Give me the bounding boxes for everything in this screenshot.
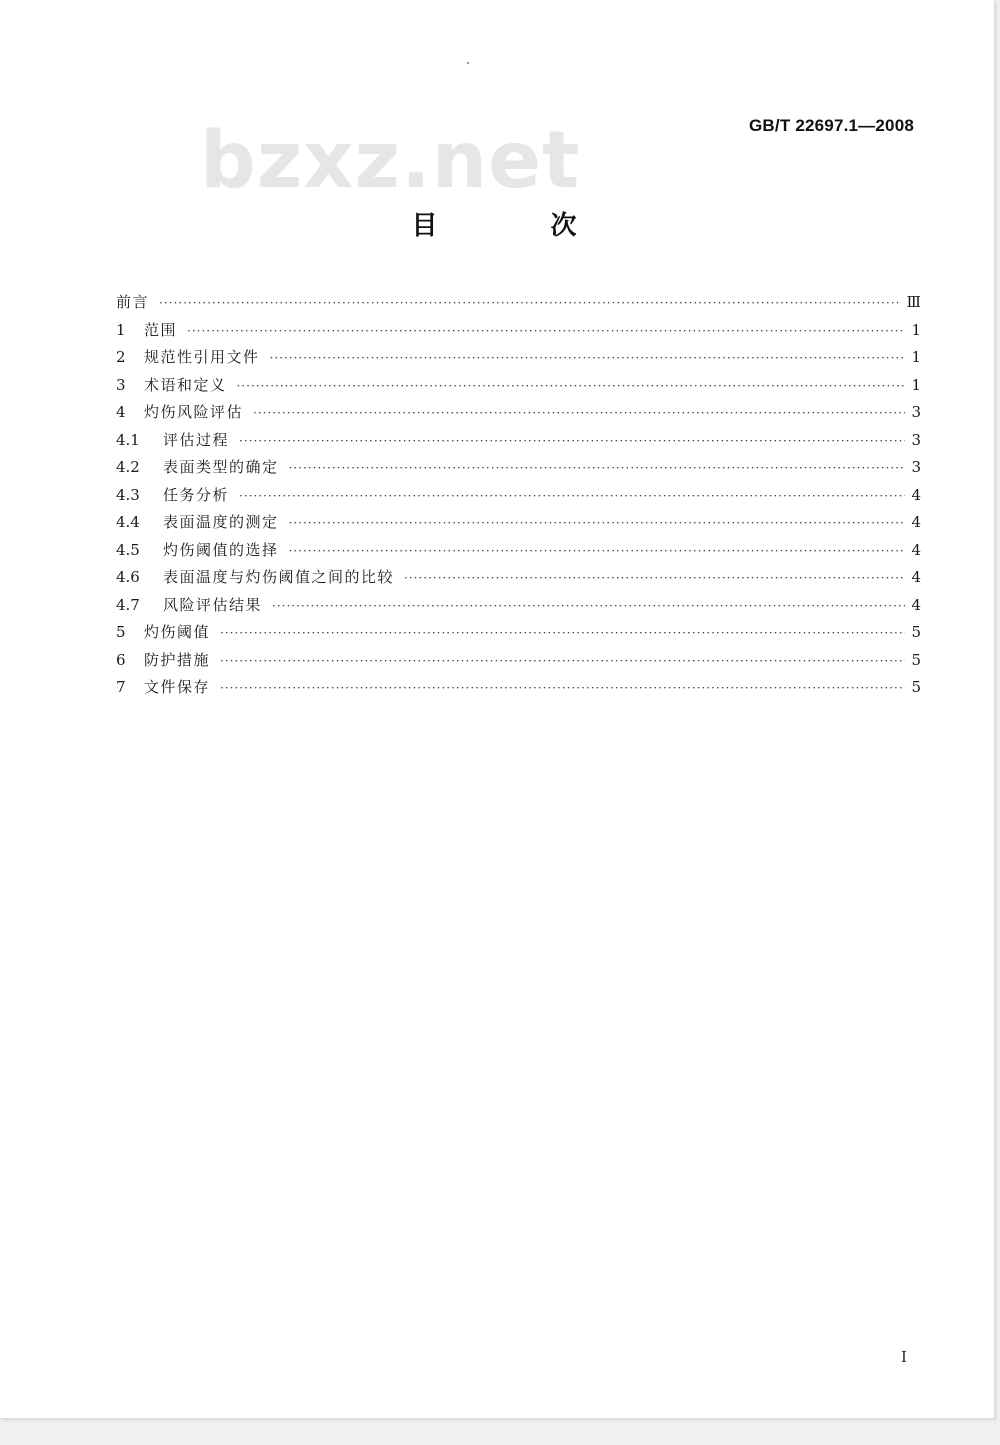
toc-entry[interactable] [116,539,921,567]
toc-entry-page: 1 [911,320,921,339]
toc-entry[interactable] [116,429,921,457]
toc-leader-dots [272,599,905,613]
toc-entry[interactable] [116,484,921,512]
toc-entry-title: 范围 [144,320,178,339]
scan-speck [467,62,469,64]
toc-entry-number: 7 [116,678,126,696]
toc-entry-number: 4 [116,403,126,421]
table-of-contents [116,291,921,704]
toc-leader-dots [220,626,905,640]
toc-entry-page: 3 [911,403,921,421]
toc-entry[interactable] [116,511,921,539]
toc-leader-dots [159,296,901,310]
toc-entry-title: 灼伤阈值 [144,623,211,641]
toc-entry-page: 1 [911,348,921,366]
toc-entry-number: 4.7 [116,595,140,614]
toc-entry[interactable] [116,319,921,347]
toc-entry[interactable] [116,401,921,429]
toc-entry-number: 3 [116,375,126,394]
toc-entry-title: 风险评估结果 [163,595,263,614]
toc-entry-page: 4 [911,513,921,531]
toc-entry[interactable] [116,291,921,319]
toc-leader-dots [253,406,905,420]
toc-entry-title: 术语和定义 [144,375,227,394]
toc-leader-dots [187,324,905,338]
toc-entry-number: 2 [116,348,126,366]
toc-leader-dots [289,516,906,530]
toc-entry-title: 表面温度与灼伤阈值之间的比较 [163,568,395,586]
toc-leader-dots [237,379,906,393]
toc-entry[interactable] [116,566,921,594]
page-number: I [901,1348,907,1366]
toc-entry-title: 表面类型的确定 [163,458,279,476]
toc-entry-title: 前言 [116,293,150,311]
toc-entry[interactable] [116,676,921,704]
toc-entry-page: 1 [911,375,921,394]
toc-leader-dots [270,351,906,365]
toc-entry-number: 4.4 [116,513,140,531]
toc-entry[interactable] [116,346,921,374]
toc-leader-dots [220,681,905,695]
toc-title: 目 次 [411,211,629,241]
toc-entry-page: 3 [911,430,921,449]
toc-entry-page: 5 [911,650,921,669]
toc-leader-dots [289,544,906,558]
toc-entry-number: 4.3 [116,485,140,504]
standard-code: GB/T 22697.1—2008 [749,116,914,135]
toc-leader-dots [220,654,905,668]
toc-entry-number: 4.5 [116,540,140,559]
toc-entry-title: 评估过程 [163,430,230,449]
toc-entry[interactable] [116,594,921,622]
toc-entry-title: 规范性引用文件 [144,348,260,366]
toc-entry-page: 4 [911,568,921,586]
toc-entry[interactable] [116,621,921,649]
toc-entry[interactable] [116,374,921,402]
toc-entry-number: 4.1 [116,430,140,449]
toc-entry-title: 表面温度的测定 [163,513,279,531]
toc-entry-page: 4 [911,485,921,504]
watermark: bzxz.net [200,116,581,206]
toc-entry[interactable] [116,649,921,677]
toc-entry[interactable] [116,456,921,484]
toc-entry-page: Ⅲ [906,293,921,311]
toc-entry-title: 任务分析 [163,485,230,504]
toc-leader-dots [404,571,905,585]
toc-entry-page: 5 [911,678,921,696]
toc-entry-number: 6 [116,650,126,669]
toc-entry-title: 防护措施 [144,650,211,669]
toc-entry-number: 1 [116,320,126,339]
toc-entry-title: 文件保存 [144,678,211,696]
toc-leader-dots [239,489,905,503]
toc-entry-title: 灼伤风险评估 [144,403,244,421]
toc-entry-page: 4 [911,540,921,559]
toc-entry-number: 4.2 [116,458,140,476]
toc-entry-page: 3 [911,458,921,476]
toc-entry-title: 灼伤阈值的选择 [163,540,279,559]
toc-entry-page: 4 [911,595,921,614]
toc-entry-number: 5 [116,623,126,641]
toc-entry-number: 4.6 [116,568,140,586]
toc-entry-page: 5 [911,623,921,641]
toc-leader-dots [289,461,906,475]
toc-leader-dots [239,434,905,448]
